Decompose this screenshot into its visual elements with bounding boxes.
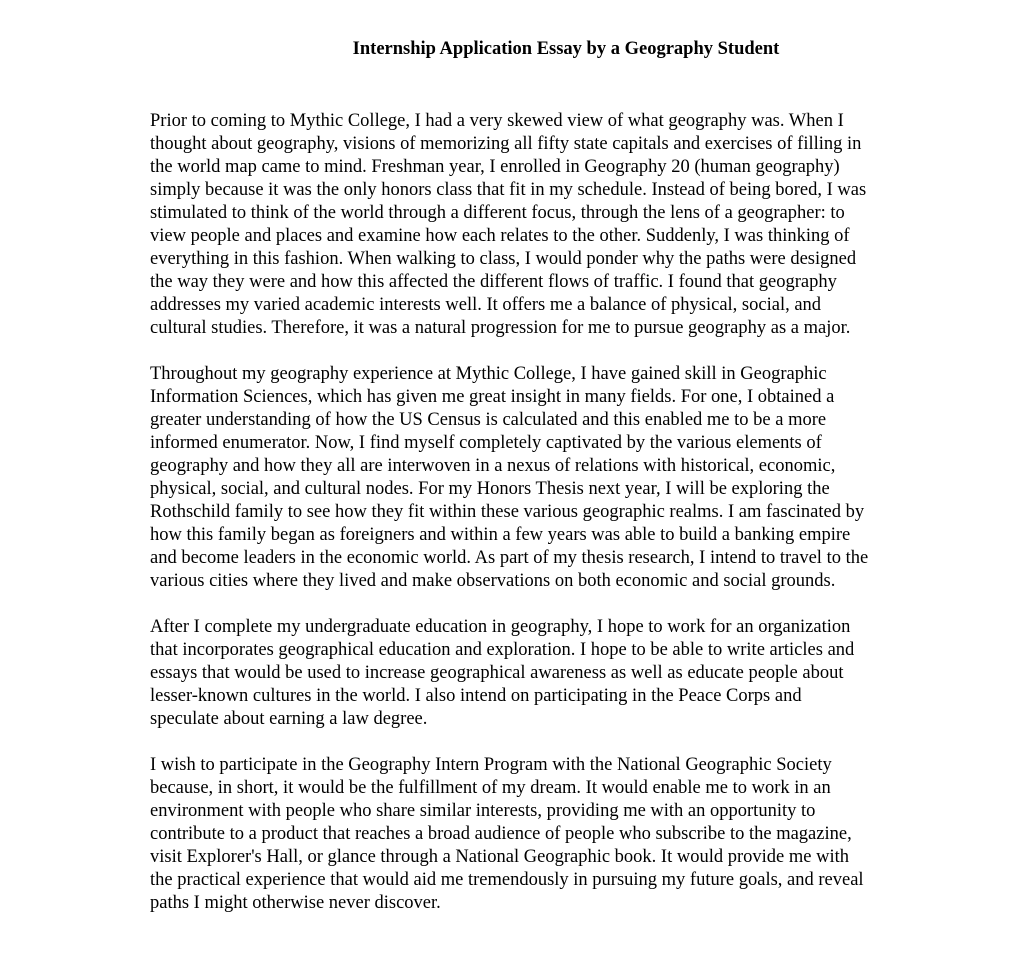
paragraph-line: geography and how they all are interwoven in a nexus of relations with historical, economic, xyxy=(150,456,836,476)
paragraph-line: informed enumerator. Now, I find myself completely captivated by the various elements of xyxy=(150,433,822,453)
paragraph-line: and become leaders in the economic world. As part of my thesis research, I intend to travel to the xyxy=(150,548,869,568)
paragraph-line: speculate about earning a law degree. xyxy=(150,709,428,729)
paragraph-line: that incorporates geographical education and exploration. I hope to be able to write articles and xyxy=(150,640,855,660)
paragraph-line: addresses my varied academic interests well. It offers me a balance of physical, social, and xyxy=(150,295,822,315)
paragraph-line: the way they were and how this affected the different flows of traffic. I found that geography xyxy=(150,272,837,292)
paragraph-line: I wish to participate in the Geography Intern Program with the National Geographic Society xyxy=(150,755,832,775)
paragraph-line: thought about geography, visions of memorizing all fifty state capitals and exercises of filling in xyxy=(150,134,862,154)
paragraph-line: Throughout my geography experience at Mythic College, I have gained skill in Geographic xyxy=(150,364,827,384)
paragraph-line: After I complete my undergraduate education in geography, I hope to work for an organization xyxy=(150,617,851,637)
paragraph-line: essays that would be used to increase geographical awareness as well as educate people about xyxy=(150,663,844,683)
paragraph-line: Information Sciences, which has given me great insight in many fields. For one, I obtained a xyxy=(150,387,835,407)
paragraph-line: lesser-known cultures in the world. I also intend on participating in the Peace Corps and xyxy=(150,686,802,706)
paragraph-line: stimulated to think of the world through a different focus, through the lens of a geographer: to xyxy=(150,203,845,223)
paragraph-line: contribute to a product that reaches a broad audience of people who subscribe to the magazine, xyxy=(150,824,852,844)
paragraph-line: Prior to coming to Mythic College, I had a very skewed view of what geography was. When I xyxy=(150,111,844,131)
paragraph-line: physical, social, and cultural nodes. For my Honors Thesis next year, I will be exploring the xyxy=(150,479,830,499)
paragraph-line: simply because it was the only honors class that fit in my schedule. Instead of being bored, I was xyxy=(150,180,867,200)
paragraph-line: view people and places and examine how each relates to the other. Suddenly, I was thinking of xyxy=(150,226,850,246)
paragraph-line: greater understanding of how the US Census is calculated and this enabled me to be a more xyxy=(150,410,827,430)
paragraph-line: paths I might otherwise never discover. xyxy=(150,893,441,913)
paragraph-4 xyxy=(150,754,940,915)
paragraph-1 xyxy=(150,110,940,340)
paragraph-line: visit Explorer's Hall, or glance through a National Geographic book. It would provide me with xyxy=(150,847,849,867)
paragraph-3 xyxy=(150,616,940,731)
paragraph-line: Rothschild family to see how they fit within these various geographic realms. I am fascinated by xyxy=(150,502,865,522)
essay-title: Internship Application Essay by a Geography Student xyxy=(352,39,780,59)
paragraph-line: cultural studies. Therefore, it was a natural progression for me to pursue geography as a major. xyxy=(150,318,851,338)
paragraph-line: how this family began as foreigners and within a few years was able to build a banking empire xyxy=(150,525,851,545)
paragraph-line: the world map came to mind. Freshman year, I enrolled in Geography 20 (human geography) xyxy=(150,157,840,177)
paragraph-line: everything in this fashion. When walking to class, I would ponder why the paths were designed xyxy=(150,249,857,269)
paragraph-2 xyxy=(150,363,940,593)
paragraph-line: the practical experience that would aid me tremendously in pursuing my future goals, and reveal xyxy=(150,870,864,890)
paragraph-line: various cities where they lived and make observations on both economic and social grounds. xyxy=(150,571,836,591)
paragraph-line: because, in short, it would be the fulfillment of my dream. It would enable me to work in an xyxy=(150,778,831,798)
paragraph-line: environment with people who share similar interests, providing me with an opportunity to xyxy=(150,801,816,821)
